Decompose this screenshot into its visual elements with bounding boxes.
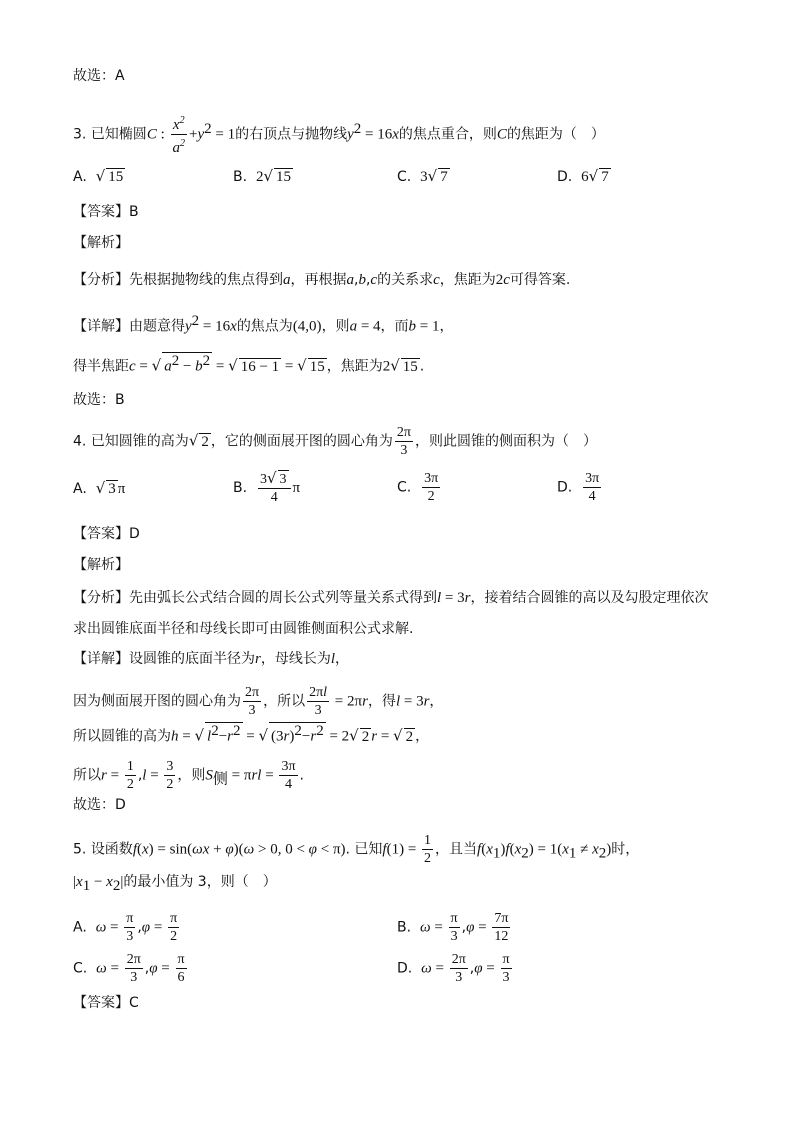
q4-height-line: 所以圆锥的高为h = √ $l^2-r^2$ = √ $(3r)^2-r^2 = 2√$ 2 r = √ 2 ， [73, 723, 430, 745]
q3-xiangjie: 【详解】由题意得$y^2 = 16x$的焦点为(4,0)，则a = 4，而b = 1， [73, 313, 454, 335]
q4-stem: 4. 已知圆锥的高为√ 2 ，它的侧面展开图的圆心角为 $\frac{2\pi}{3}$ ，则此圆锥的侧面积为（ ） [73, 425, 597, 458]
q4-option-c: C. $\frac{3\pi}{2}$ [397, 471, 439, 504]
q5-option-c: C. ω = $\frac{2\pi}{3}$ ,φ = $\frac{\pi}{6}$ [73, 952, 185, 985]
q3-option-d: D. 6√ 7 [557, 167, 609, 185]
q4-option-a: A. √ 3 π [73, 479, 126, 497]
q3-final-answer: 故选：B [73, 392, 125, 408]
q4-option-b: B. $\frac{3√ 3}{4}$ π [233, 469, 301, 505]
q4-xiangjie: 【详解】设圆锥的底面半径为r，母线长为l， [73, 651, 350, 667]
q3-analysis-heading: 【解析】 [73, 235, 129, 251]
q4-analysis-heading: 【解析】 [73, 557, 129, 573]
q3-half-focal: 得半焦距c = √ $a^2 - b^2$ = √ 16 − 1 = √ 15 ，焦距为2√ 15 . [73, 353, 425, 375]
q4-fenxi: 【分析】先由弧长公式结合圆的周长公式列等量关系式得到l = 3r，接着结合圆锥的高以及勾股定理依次 [73, 590, 709, 606]
q5-option-d: D. ω = $\frac{2\pi}{3}$ ,φ = $\frac{\pi}{3}$ [397, 952, 510, 985]
q3-stem: 3. 已知椭圆C : $\frac{x^2}{a^2}$ $+y^2 = 1$的右顶点与抛物线$y^2 = 16x$的焦点重合，则C的焦距为（ ） [73, 112, 605, 157]
q5-option-a: A. ω = $\frac{\pi}{3}$ ,φ = $\frac{\pi}{2}$ [73, 911, 178, 944]
q3-fenxi: 【分析】先根据抛物线的焦点得到a，再根据a,b,c的关系求c，焦距为2c可得答案. [73, 272, 571, 288]
q5-stem-line2: $|x_1 - x_2|$的最小值为 3，则（ ） [73, 874, 277, 894]
q5-answer: 【答案】C [73, 995, 139, 1011]
q4-fenxi-line2: 求出圆锥底面半径和母线长即可由圆锥侧面积公式求解. [73, 621, 414, 637]
q3-option-c: C. 3√ 7 [397, 167, 448, 185]
q5-stem: 5. 设函数f(x) = sin(ωx + φ)(ω > 0, 0 < φ < π). 已知f(1) = $\frac{1}{2}$ ，且当$f(x_1)f(x_2) = 1(x_1 \ne x_2)$时， [73, 833, 640, 866]
q4-final-answer: 故选：D [73, 797, 126, 813]
q3-option-a: A. √ 15 [73, 167, 124, 185]
q4-option-d: D. $\frac{3\pi}{4}$ [557, 471, 600, 504]
q4-answer: 【答案】D [73, 526, 140, 542]
q2-final-answer: 故选：A [73, 68, 125, 84]
q3-number: 3. [73, 126, 87, 143]
q3-answer: 【答案】B [73, 204, 139, 220]
q4-angle-line: 因为侧面展开图的圆心角为 $\frac{2\pi}{3}$ ，所以 $\frac{2\pi l}{3}$ = 2πr，得l = 3r， [73, 685, 444, 718]
q4-result-line: 所以r = $\frac{1}{2}$ ,l = $\frac{3}{2}$ ，则$S_侧 = \pi rl$ = $\frac{3\pi}{4}$ . [73, 759, 304, 792]
q5-option-b: B. ω = $\frac{\pi}{3}$ ,φ = $\frac{7\pi}{12}$ [397, 911, 509, 944]
q3-option-b: B. 2√ 15 [233, 167, 292, 185]
